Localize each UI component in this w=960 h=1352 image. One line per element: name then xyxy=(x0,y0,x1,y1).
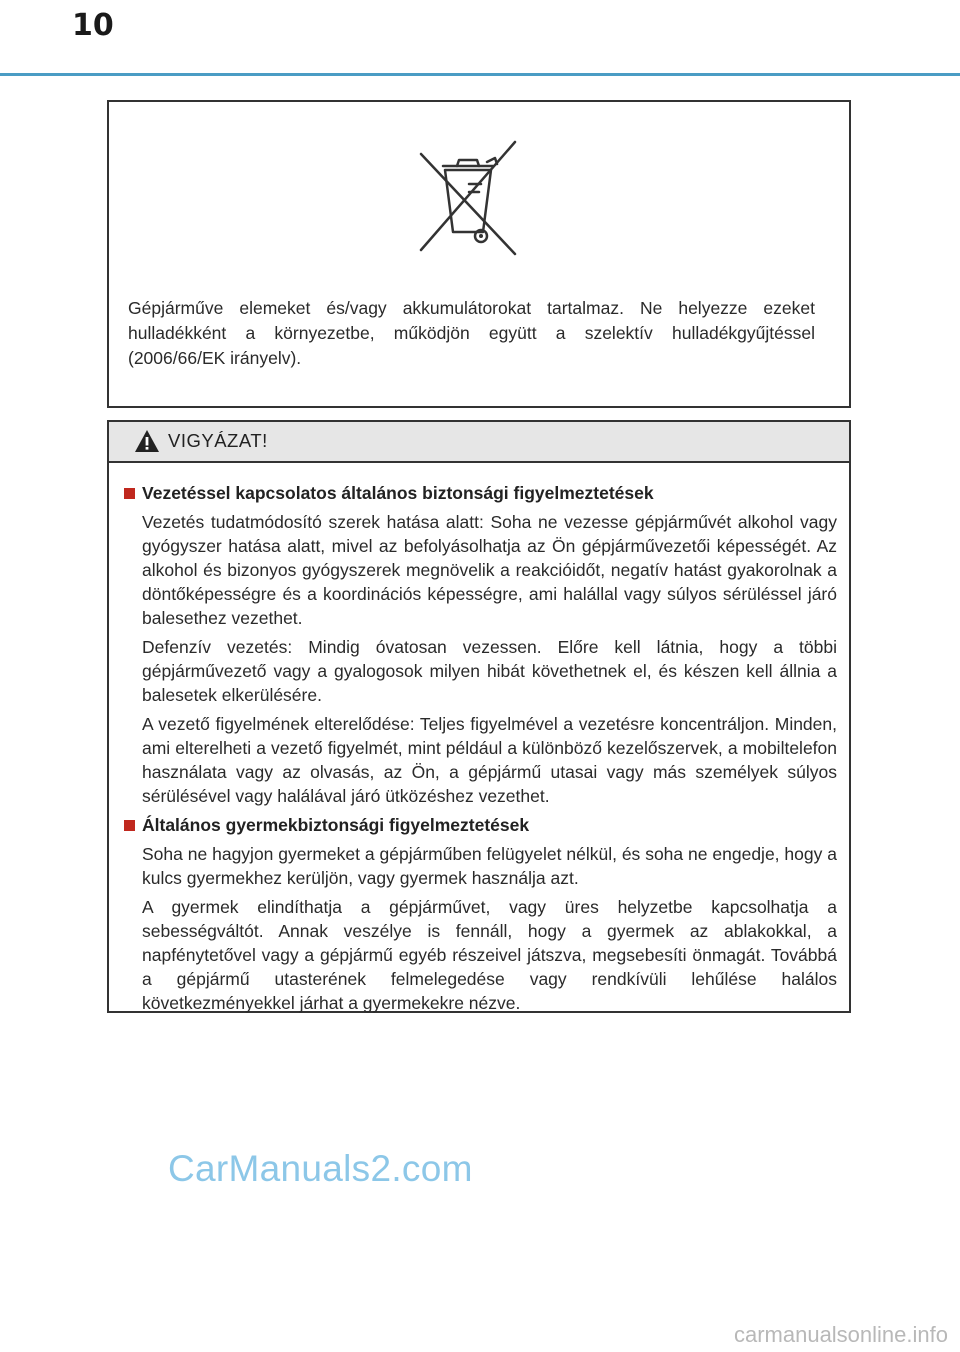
paragraph: Soha ne hagyjon gyermeket a gépjárműben felügyelet nélkül, és soha ne engedje, hogy a kulcs gyermekhez kerüljön, vagy gyermek használja azt. xyxy=(142,844,837,888)
paragraph: Vezetés tudatmódosító szerek hatása alatt: Soha ne vezesse gépjárművét alkohol vagy gyógyszer hatása alatt, mivel az befolyásolhatja az Ön gépjárművezetői képességét. Az alkohol és bizonyos gyógyszerek megnövelik a reakcióidőt, negatív hatást gyakorolnak a döntőképességre és a koordinációs képességre, ami halállal vagy súlyos sérüléssel járó balesethez vezethet. xyxy=(142,512,837,628)
recycling-notice-box xyxy=(107,100,851,408)
recycling-notice-text: Gépjárműve elemeket és/vagy akkumulátorokat tartalmaz. Ne helyezze ezeket hulladékként a környezetbe, működjön együtt a szelektív hulladékgyűjtéssel (2006/66/EK irányelv). xyxy=(128,298,815,368)
caution-header xyxy=(109,422,849,463)
paragraph: A gyermek elindíthatja a gépjárművet, vagy üres helyzetbe kapcsolhatja a sebességváltót. Annak veszélye is fennáll, hogy a gyermek az ablakokkal, a napfénytetővel vagy a gépjármű egyéb részeivel játszva, megsebesíti önmagát. Továbbá a gépjármű utasterének felmelegedése vagy rendkívüli lehűlése halálos következményekkel járhat a gyermekekre nézve. xyxy=(142,897,837,1013)
square-bullet-icon xyxy=(124,820,135,831)
warning-triangle-icon xyxy=(134,429,160,453)
crossed-out-wheelie-bin-icon xyxy=(407,138,529,258)
section-heading-child-safety xyxy=(119,813,837,837)
square-bullet-icon xyxy=(124,488,135,499)
section-heading-text: Általános gyermekbiztonsági figyelmeztetések xyxy=(142,815,530,835)
caution-title: VIGYÁZAT! xyxy=(168,430,268,451)
paragraph: A vezető figyelmének elterelődése: Teljes figyelmével a vezetésre koncentráljon. Minden, ami elterelheti a vezető figyelmét, mint például a különböző kezelőszervek, a mobiltelefon használata vagy az olvasás, az Ön, a gépjármű utasai vagy más személyek súlyos sérülésével vagy halálával járó ütközéshez vezethet. xyxy=(142,714,837,806)
page-number: 10 xyxy=(72,8,114,43)
caution-body xyxy=(109,463,849,1015)
caution-box xyxy=(107,420,851,1013)
paragraph: Defenzív vezetés: Mindig óvatosan vezessen. Előre kell látnia, hogy a többi gépjárművezető vagy a gyalogosok milyen hibát követhetnek el, és készen kell állnia a balesetek elkerülésére. xyxy=(142,637,837,705)
watermark-carmanuals2: CarManuals2.com xyxy=(168,1148,473,1189)
watermark-footer: carmanualsonline.info xyxy=(733,1322,948,1347)
section-heading-driving xyxy=(119,481,837,505)
header-rule xyxy=(0,73,960,76)
section-heading-text: Vezetéssel kapcsolatos általános biztonsági figyelmeztetések xyxy=(142,483,654,503)
